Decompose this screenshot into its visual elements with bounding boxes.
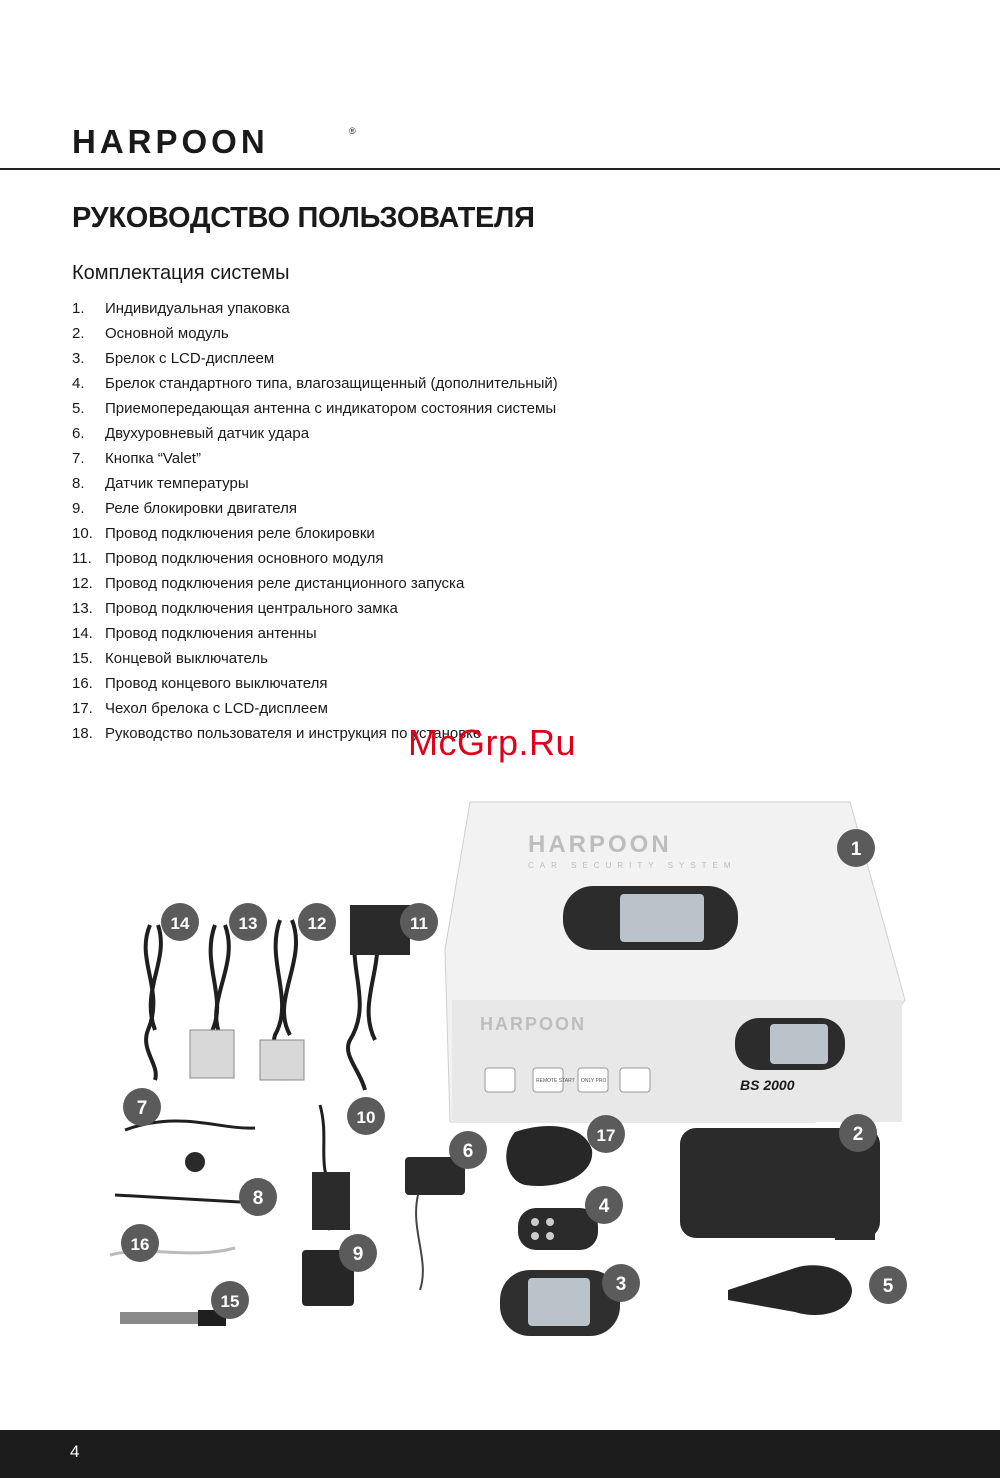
- svg-text:HARPOON: HARPOON: [480, 1014, 587, 1034]
- contents-item-label: Кнопка “Valet”: [105, 450, 201, 467]
- box-brand: HARPOON: [528, 831, 672, 858]
- contents-item-label: Индивидуальная упаковка: [105, 300, 290, 317]
- contents-item-label: Реле блокировки двигателя: [105, 500, 298, 517]
- callout-14: [161, 903, 199, 941]
- contents-item-number: 18.: [72, 725, 93, 742]
- contents-item-number: 16.: [72, 675, 93, 692]
- contents-item: [72, 496, 558, 521]
- contents-item-label: Провод подключения реле дистанционного запуска: [105, 575, 465, 592]
- contents-item-label: Брелок стандартного типа, влагозащищенный (дополнительный): [105, 375, 558, 392]
- contents-item-number: 7.: [72, 450, 85, 467]
- contents-item: [72, 396, 558, 421]
- callout-13: [229, 903, 267, 941]
- logo-lettering: HARPOON: [72, 123, 269, 160]
- standard-fob: [518, 1208, 598, 1250]
- contents-item-label: Провод подключения антенны: [105, 625, 317, 642]
- callout-17: [587, 1115, 625, 1153]
- contents-item: [72, 321, 558, 346]
- contents-item-label: Провод подключения реле блокировки: [105, 525, 375, 542]
- contents-item-label: Провод концевого выключателя: [105, 675, 328, 692]
- contents-item-number: 4.: [72, 375, 85, 392]
- svg-text:13: 13: [238, 914, 258, 933]
- contents-item-label: Приемопередающая антенна с индикатором состояния системы: [105, 400, 557, 417]
- svg-text:16: 16: [130, 1235, 150, 1254]
- callout-1: [837, 829, 875, 867]
- section-subtitle: Комплектация системы: [72, 262, 290, 284]
- box-tagline: CAR SECURITY SYSTEM: [528, 861, 737, 870]
- svg-text:3: 3: [615, 1274, 627, 1295]
- contents-item: [72, 446, 558, 471]
- svg-text:4: 4: [598, 1196, 610, 1217]
- contents-item: [72, 471, 558, 496]
- contents-item-number: 10.: [72, 525, 93, 542]
- svg-text:6: 6: [462, 1141, 474, 1162]
- svg-text:11: 11: [410, 914, 428, 933]
- contents-item: [72, 521, 558, 546]
- contents-item: [72, 646, 558, 671]
- callout-5: [869, 1266, 907, 1304]
- contents-item-number: 2.: [72, 325, 85, 342]
- svg-text:7: 7: [136, 1098, 148, 1119]
- product-photo: [80, 790, 920, 1350]
- contents-item-number: 1.: [72, 300, 85, 317]
- contents-item-label: Датчик температуры: [105, 475, 249, 492]
- contents-item-label: Провод подключения основного модуля: [105, 550, 384, 567]
- badge-only-pro: ONLY PRO: [581, 1078, 607, 1084]
- svg-text:8: 8: [252, 1188, 264, 1209]
- callout-12: [298, 903, 336, 941]
- contents-item-label: Руководство пользователя и инструкция по установке: [105, 725, 482, 742]
- svg-text:®: ®: [349, 126, 356, 136]
- svg-text:17: 17: [596, 1126, 616, 1145]
- watermark: McGrp.Ru: [408, 722, 577, 763]
- contents-item: [72, 346, 558, 371]
- contents-item-number: 5.: [72, 400, 85, 417]
- contents-item: [72, 596, 558, 621]
- contents-item-number: 12.: [72, 575, 93, 592]
- svg-text:15: 15: [220, 1292, 240, 1311]
- limit-switch: [120, 1312, 198, 1324]
- callout-4: [585, 1186, 623, 1224]
- contents-item-number: 13.: [72, 600, 93, 617]
- contents-item: [72, 696, 558, 721]
- callout-10: [347, 1097, 385, 1135]
- contents-item: [72, 421, 558, 446]
- badge-remote-start: REMOTE START: [536, 1078, 575, 1084]
- callout-8: [239, 1178, 277, 1216]
- contents-item-label: Провод подключения центрального замка: [105, 600, 398, 617]
- contents-item-number: 3.: [72, 350, 85, 367]
- contents-item-number: 17.: [72, 700, 93, 717]
- contents-item-number: 11.: [72, 550, 92, 567]
- contents-item: [72, 671, 558, 696]
- callout-7: [123, 1088, 161, 1126]
- contents-item-label: Концевой выключатель: [105, 650, 268, 667]
- contents-item: [72, 621, 558, 646]
- callout-16: [121, 1224, 159, 1262]
- header-divider: [0, 168, 1000, 170]
- svg-text:2: 2: [852, 1124, 864, 1145]
- contents-item: [72, 546, 558, 571]
- callout-3: [602, 1264, 640, 1302]
- contents-item: [72, 571, 558, 596]
- svg-text:1: 1: [850, 839, 862, 860]
- contents-item-number: 8.: [72, 475, 85, 492]
- valet-button: [185, 1152, 205, 1172]
- packaging-box: [445, 802, 905, 1122]
- fob-cover: [506, 1126, 592, 1186]
- contents-item: [72, 296, 558, 321]
- svg-text:5: 5: [882, 1276, 894, 1297]
- page-title: РУКОВОДСТВО ПОЛЬЗОВАТЕЛЯ: [72, 202, 535, 234]
- contents-item-label: Чехол брелока с LCD-дисплеем: [105, 700, 328, 717]
- svg-text:10: 10: [356, 1108, 376, 1127]
- contents-item-label: Основной модуль: [105, 325, 229, 342]
- contents-item-label: Двухуровневый датчик удара: [105, 425, 310, 442]
- callout-11: [400, 903, 438, 941]
- antenna: [728, 1265, 852, 1315]
- svg-text:12: 12: [307, 914, 327, 933]
- page-footer: [0, 1430, 1000, 1478]
- contents-item-number: 6.: [72, 425, 85, 442]
- callout-2: [839, 1114, 877, 1152]
- contents-item-number: 9.: [72, 500, 85, 517]
- callout-15: [211, 1281, 249, 1319]
- svg-text:14: 14: [170, 914, 190, 933]
- page-number: 4: [70, 1442, 80, 1461]
- contents-item: [72, 371, 558, 396]
- svg-text:9: 9: [352, 1244, 364, 1265]
- contents-list: [72, 296, 558, 746]
- box-model: BS 2000: [740, 1077, 795, 1093]
- callout-9: [339, 1234, 377, 1272]
- contents-item-number: 14.: [72, 625, 93, 642]
- callout-6: [449, 1131, 487, 1169]
- contents-item-number: 15.: [72, 650, 93, 667]
- contents-item-label: Брелок с LCD-дисплеем: [105, 350, 275, 367]
- harpoon-logo: [72, 122, 357, 160]
